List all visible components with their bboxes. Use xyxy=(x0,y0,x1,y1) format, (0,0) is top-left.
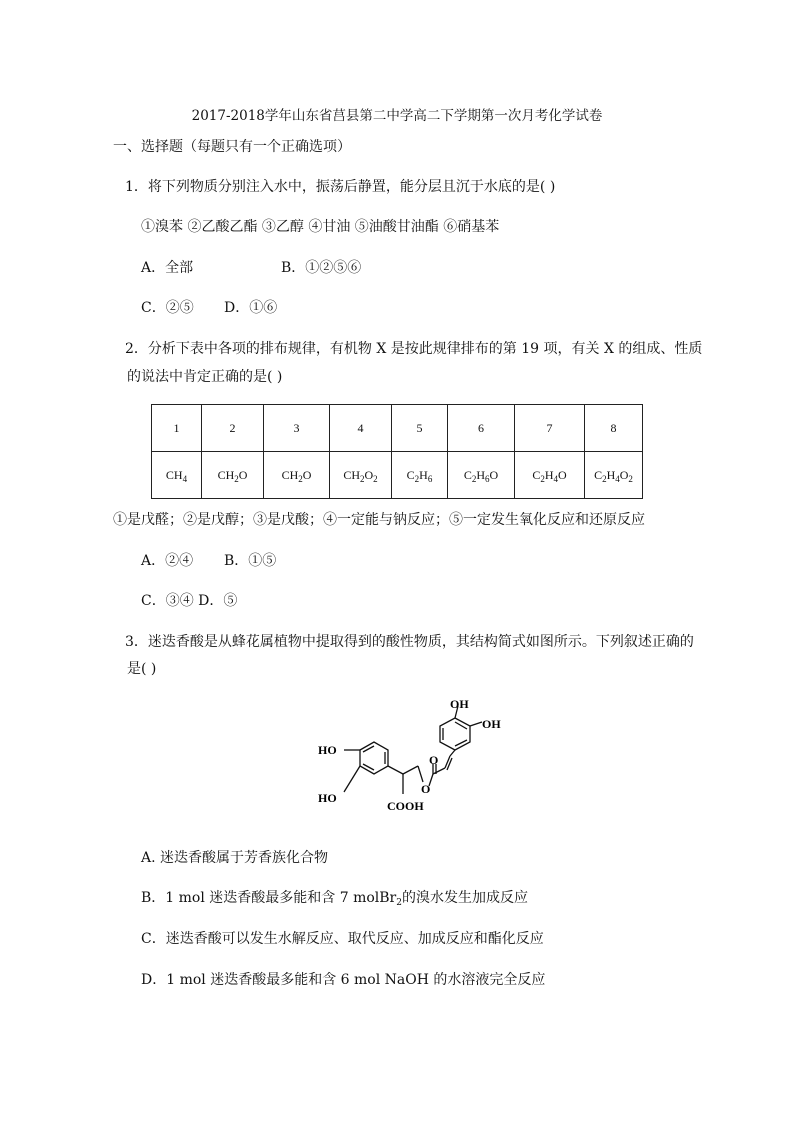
question-3-option-a: A. 迷迭香酸属于芳香族化合物 xyxy=(141,850,329,866)
question-1-stem: 1．将下列物质分别注入水中，振荡后静置，能分层且沉于水底的是( ) xyxy=(125,179,556,195)
question-3-option-c: C．迷迭香酸可以发生水解反应、取代反应、加成反应和酯化反应 xyxy=(141,931,544,947)
table-cell-formula: $CH_2O$ xyxy=(264,452,330,499)
question-3-stem-line-2: 是( ) xyxy=(127,661,157,677)
question-1-items: ①溴苯 ②乙酸乙酯 ③乙醇 ④甘油 ⑤油酸甘油酯 ⑥硝基苯 xyxy=(141,219,500,235)
structure-label-oh-top: OH xyxy=(450,697,469,711)
sequence-table xyxy=(151,404,643,499)
table-cell-formula: $C_2H_4O$ xyxy=(515,452,585,499)
table-cell-index: 7 xyxy=(515,405,585,452)
question-1-option-c: C．②⑤ xyxy=(141,300,194,316)
table-cell-index: 8 xyxy=(585,405,643,452)
table-cell-index: 4 xyxy=(330,405,392,452)
question-1-option-b: B．①②⑤⑥ xyxy=(281,260,362,276)
question-3-stem-line-1: 3．迷迭香酸是从蜂花属植物中提取得到的酸性物质，其结构简式如图所示。下列叙述正确的 xyxy=(125,634,694,650)
question-3-option-b: B．1 mol 迷迭香酸最多能和含 7 molBr$_2$的溴水发生加成反应 xyxy=(141,890,528,908)
structure-label-ester-o: O xyxy=(421,782,431,796)
table-cell-formula: $CH_4$ xyxy=(152,452,202,499)
table-row xyxy=(152,452,643,499)
question-2-statement: ①是戊醛；②是戊醇；③是戊酸；④一定能与钠反应；⑤一定发生氧化反应和还原反应 xyxy=(113,512,645,528)
table-cell-index: 2 xyxy=(202,405,264,452)
structure-label-carbonyl-o: O xyxy=(429,753,439,767)
question-2-option-b: B．①⑤ xyxy=(224,553,277,569)
table-cell-formula: $CH_2O$ xyxy=(202,452,264,499)
structure-label-oh-right: OH xyxy=(482,717,501,731)
structure-label-cooh: COOH xyxy=(387,799,424,813)
question-2-option-cd: C．③④ D．⑤ xyxy=(141,593,238,609)
question-1-option-d: D．①⑥ xyxy=(224,300,278,316)
table-cell-formula: $C_2H_6$ xyxy=(392,452,448,499)
table-cell-index: 3 xyxy=(264,405,330,452)
table-row xyxy=(152,405,643,452)
table-cell-index: 1 xyxy=(152,405,202,452)
structure-label-ho-top: HO xyxy=(318,743,337,757)
question-2-option-a: A．②④ xyxy=(141,553,194,569)
table-cell-formula: $C_2H_4O_2$ xyxy=(585,452,643,499)
question-3-option-d: D．1 mol 迷迭香酸最多能和含 6 mol NaOH 的水溶液完全反应 xyxy=(141,972,546,988)
table-cell-index: 6 xyxy=(448,405,515,452)
table-cell-formula: $CH_2O_2$ xyxy=(330,452,392,499)
question-2-stem-line-1: 2．分析下表中各项的排布规律，有机物 X 是按此规律排布的第 19 项，有关 X 的组成、性质 xyxy=(125,341,703,357)
table-cell-formula: $C_2H_6O$ xyxy=(448,452,515,499)
exam-title: 2017-2018学年山东省莒县第二中学高二下学期第一次月考化学试卷 xyxy=(191,108,603,124)
question-2-stem-line-2: 的说法中肯定正确的是( ) xyxy=(127,369,283,385)
structure-label-ho-bottom: HO xyxy=(318,791,337,805)
rosmarinic-acid-structure xyxy=(300,692,520,822)
table-cell-index: 5 xyxy=(392,405,448,452)
question-1-option-a: A．全部 xyxy=(141,260,194,276)
section-heading: 一、选择题（每题只有一个正确选项） xyxy=(113,139,351,155)
